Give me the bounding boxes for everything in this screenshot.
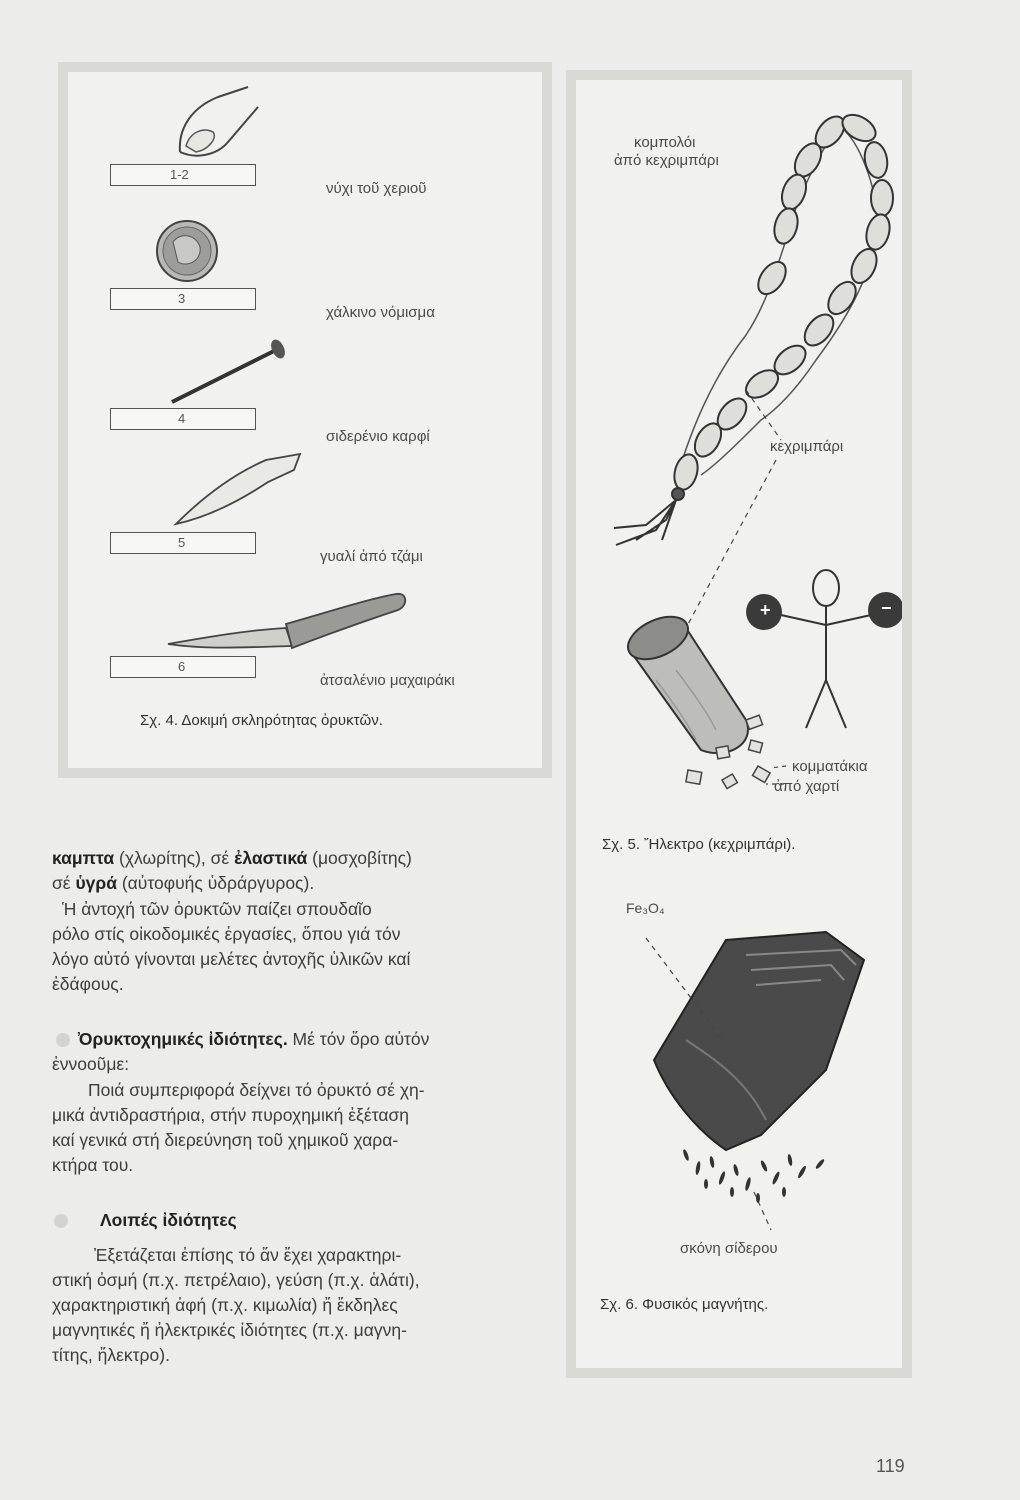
paragraph-strength-line-3: λόγο αὐτό γίνονται μελέτες ἀντοχῆς ὑλικῶν καί	[52, 949, 411, 969]
label-fingernail: νύχι τοῦ χεριοῦ	[326, 180, 427, 197]
magnetite-rock-drawing	[654, 932, 864, 1150]
hardness-number-3: 3	[178, 291, 186, 306]
label-iron-dust: σκόνη σίδερου	[680, 1240, 778, 1257]
iron-nail-drawing	[172, 337, 288, 402]
label-steel-knife: ἀτσαλένιο μαχαιράκι	[320, 672, 455, 689]
paragraph-other-line-4: μαγνητικές ἤ ἠλεκτρικές ἰδιότητες (π.χ. μαγνη-	[52, 1320, 407, 1340]
amber-piece-drawing	[621, 608, 748, 753]
hardness-number-1-2: 1-2	[170, 167, 189, 182]
paragraph-other-line-5: τίτης, ἤλεκτρο).	[52, 1345, 170, 1365]
label-formula: Fe₃O₄	[626, 900, 665, 916]
paragraph-other-line-2: στική ὀσμή (π.χ. πετρέλαιο), γεύση (π.χ. ἁλάτι),	[52, 1270, 420, 1290]
label-rosary-line2: ἀπό κεχριμπάρι	[614, 152, 719, 169]
label-copper-coin: χάλκινο νόμισμα	[326, 304, 435, 321]
text-line-1: καμπτα (χλωρίτης), σέ ἐλαστικά (μοσχοβίτης)	[52, 848, 412, 868]
label-paper-line1: κομματάκια	[792, 758, 868, 775]
paragraph-strength-line-1: Ἡ ἀντοχή τῶν ὀρυκτῶν παίζει σπουδαῖο	[62, 899, 372, 919]
steel-knife-drawing	[168, 594, 405, 648]
figure-4-panel	[58, 62, 552, 778]
label-paper-line2: ἀπό χαρτί	[774, 778, 840, 795]
text-line-2: σέ ὑγρά (αὐτοφυής ὑδράργυρος).	[52, 873, 315, 893]
hardness-number-5: 5	[178, 535, 186, 550]
iron-dust-drawing	[682, 1149, 825, 1203]
label-iron-nail: σιδερένιο καρφί	[326, 428, 430, 445]
label-glass: γυαλί ἀπό τζάμι	[320, 548, 423, 565]
bullet-dot-1	[56, 1033, 70, 1047]
label-rosary-line1: κομπολόι	[634, 134, 696, 151]
rosary-tassel	[614, 488, 684, 545]
amber-and-magnet-illustration	[576, 80, 902, 1368]
paragraph-other-line-3: χαρακτηριστική ἀφή (π.χ. κιμωλία) ἤ ἔκδηλες	[52, 1295, 398, 1315]
hardness-number-4: 4	[178, 411, 186, 426]
bullet-dot-2	[54, 1214, 68, 1228]
figure-6-caption: Σχ. 6. Φυσικός μαγνήτης.	[600, 1296, 769, 1313]
copper-coin-drawing	[157, 221, 217, 281]
stick-figure-drawing	[781, 570, 871, 728]
paragraph-chemical-line-2: μικά ἀντιδραστήρια, στήν πυροχημική ἐξέταση	[52, 1105, 410, 1125]
heading-chemical-properties: Ὀρυκτοχημικές ἰδιότητες. Μέ τόν ὅρο αὐτόν	[78, 1029, 430, 1049]
page-number: 119	[876, 1456, 905, 1476]
figure-5-caption: Σχ. 5. Ἤλεκτρο (κεχριμπάρι).	[602, 836, 796, 853]
paragraph-chemical-line-4: κτήρα του.	[52, 1155, 134, 1175]
text-we-mean: ἐννοοῦμε:	[52, 1054, 130, 1074]
paragraph-strength-line-2: ρόλο στίς οἰκοδομικές ἐργασίες, ὅπου γιά τόν	[52, 924, 401, 944]
minus-sign: −	[881, 598, 892, 618]
heading-other-properties: Λοιπές ἰδιότητες	[100, 1210, 237, 1230]
figure-4-caption: Σχ. 4. Δοκιμή σκληρότητας ὀρυκτῶν.	[140, 712, 383, 729]
paragraph-strength-line-4: ἐδάφους.	[52, 974, 124, 994]
paragraph-chemical-line-1: Ποιά συμπεριφορά δείχνει τό ὀρυκτό σέ χη-	[88, 1080, 425, 1100]
glass-shard-drawing	[176, 454, 300, 524]
hardness-number-6: 6	[178, 659, 186, 674]
label-amber: κεχριμπάρι	[770, 438, 844, 455]
paragraph-chemical-line-3: καί γενικά στή διερεύνηση τοῦ χημικοῦ χαρα-	[52, 1130, 399, 1150]
plus-sign: +	[760, 600, 771, 620]
figure-5-6-panel	[566, 70, 912, 1378]
paragraph-other-line-1: Ἐξετάζεται ἐπίσης τό ἄν ἔχει χαρακτηρι-	[94, 1245, 402, 1265]
